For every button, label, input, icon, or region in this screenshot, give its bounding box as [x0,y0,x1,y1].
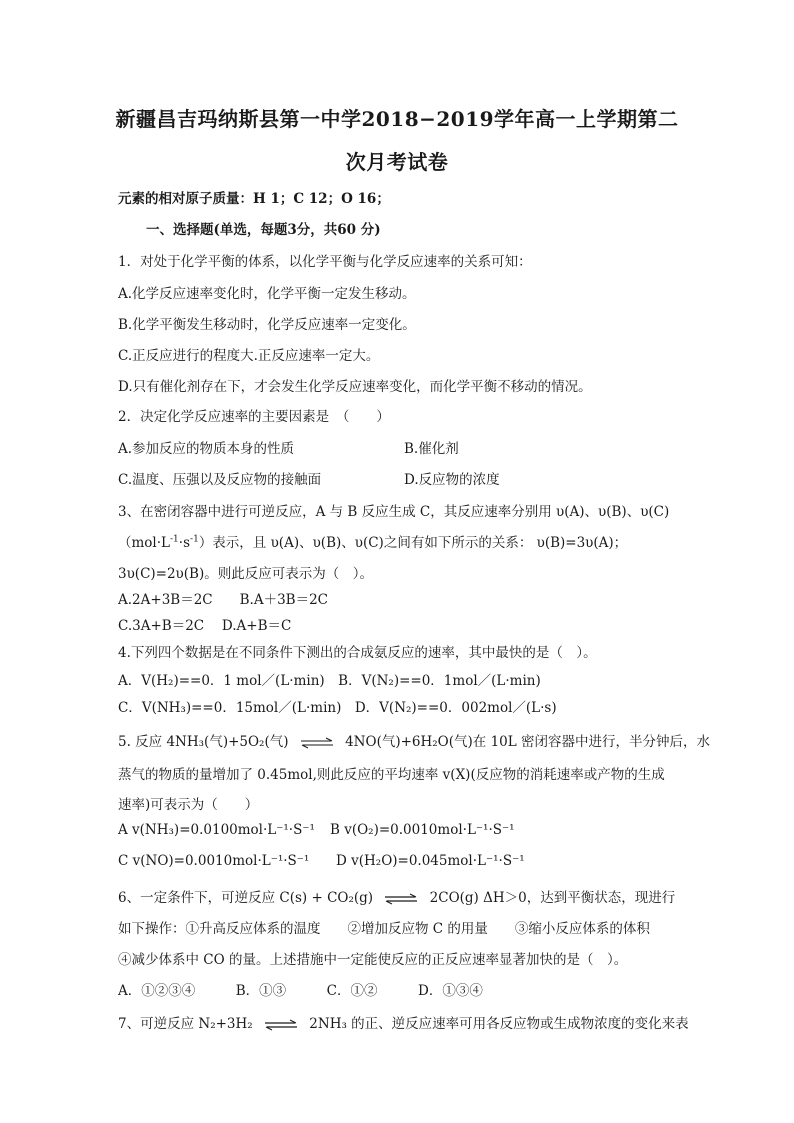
q3-stem-line3: 3υ(C)=2υ(B)。则此反应可表示为（ ）。 [118,566,373,582]
q3-options-cd: C.3A+B＝2C D.A+B＝C [118,618,292,634]
equilibrium-arrow-icon [263,1019,299,1031]
q2-option-b: B.催化剂 [404,441,459,457]
section-heading: 一、选择题(单选，每题3分，共60 分) [146,222,381,238]
q5-products: 4NO(气)+6H₂O(气)在 10L 密闭容器中进行，半分钟后，水 [345,734,711,750]
atomic-masses: 元素的相对原子质量：H 1；C 12；O 16； [118,191,390,207]
q1-option-d: D.只有催化剂存在下，才会发生化学反应速率变化，而化学平衡不移动的情况。 [118,379,592,395]
q2-option-c: C.温度、压强以及反应物的接触面 [118,472,322,488]
q4-options-ab: A．V(H₂)==0．1 mol／(L·min) B．V(N₂)==0．1mol／(L·min) [118,673,541,689]
q5-option-a: A v(NH₃)=0.0100mol·L⁻¹·S⁻¹ [118,822,315,838]
q5-reactants: 5. 反应 4NH₃(气)+5O₂(气) [118,734,289,750]
q5-stem-line2: 蒸气的物质的量增加了 0.45mol,则此反应的平均速率 v(X)(反应物的消耗速率或产物的生成 [118,767,665,783]
q3-unit-s: ·s [178,535,191,551]
q6-reactants: 6、一定条件下，可逆反应 C(s) + CO₂(g) [118,890,374,906]
q3-unit-open: （mol·L [118,535,171,551]
q5-option-d: D v(H₂O)=0.045mol·L⁻¹·S⁻¹ [336,853,525,869]
q3-sup1: -1 [170,534,179,545]
q4-options-cd: C．V(NH₃)==0．15mol／(L·min) D．V(N₂)==0．002mol／(L·s) [118,700,557,716]
q5-stem-line3: 速率)可表示为（ ） [118,797,259,813]
exam-title-line2: 次月考试卷 [345,150,449,174]
q1-option-b: B.化学平衡发生移动时，化学反应速率一定变化。 [118,317,416,333]
q7-products: 2NH₃ 的正、逆反应速率可用各反应物或生成物浓度的变化来表 [309,1016,689,1032]
q5-option-b: B v(O₂)=0.0010mol·L⁻¹·S⁻¹ [330,822,515,838]
q2-option-a: A.参加反应的物质本身的性质 [118,441,295,457]
q3-options-ab: A.2A+3B＝2C B.A＋3B＝2C [118,592,329,608]
q5-option-c: C v(NO)=0.0010mol·L⁻¹·S⁻¹ [118,853,310,869]
q6-products: 2CO(g) ΔH＞0，达到平衡状态，现进行 [429,890,676,906]
q3-stem-line2 [118,531,627,551]
exam-title-line1: 新疆昌吉玛纳斯县第一中学2018−2019学年高一上学期第二 [115,107,679,131]
q7-stem-line1 [118,1012,689,1032]
q5-stem-line1 [118,730,710,750]
q1-option-c: C.正反应进行的程度大.正反应速率一定大。 [118,348,380,364]
q6-stem-line1 [118,886,675,906]
q6-options: A．①②③④ B．①③ C．①② D．①③④ [118,983,483,999]
q2-stem: 2．决定化学反应速率的主要因素是 （ ） [118,409,390,425]
q7-reactants: 7、可逆反应 N₂+3H₂ [118,1016,253,1032]
equilibrium-arrow-icon [383,893,419,905]
equilibrium-arrow-icon [299,737,335,749]
q6-stem-line3: ④减少体系中 CO 的量。上述措施中一定能使反应的正反应速率显著加快的是（ ）。 [118,952,628,968]
q3-sup2: -1 [190,534,199,545]
q1-option-a: A.化学反应速率变化时，化学平衡一定发生移动。 [118,286,416,302]
q1-stem: 1．对处于化学平衡的体系，以化学平衡与化学反应速率的关系可知： [118,254,532,270]
q4-stem: 4.下列四个数据是在不同条件下测出的合成氨反应的速率，其中最快的是（ ）。 [118,645,597,661]
q2-option-d: D.反应物的浓度 [404,472,500,488]
q6-stem-line2: 如下操作：①升高反应体系的温度 ②增加反应物 C 的用量 ③缩小反应体系的体积 [118,921,650,937]
q3-stem-line1: 3、在密闭容器中进行可逆反应，A 与 B 反应生成 C，其反应速率分别用 υ(A)、υ(B)、υ(C) [118,504,670,520]
q3-relation: ）表示，且 υ(A)、υ(B)、υ(C)之间有如下所示的关系： υ(B)=3υ(A)； [198,535,628,551]
